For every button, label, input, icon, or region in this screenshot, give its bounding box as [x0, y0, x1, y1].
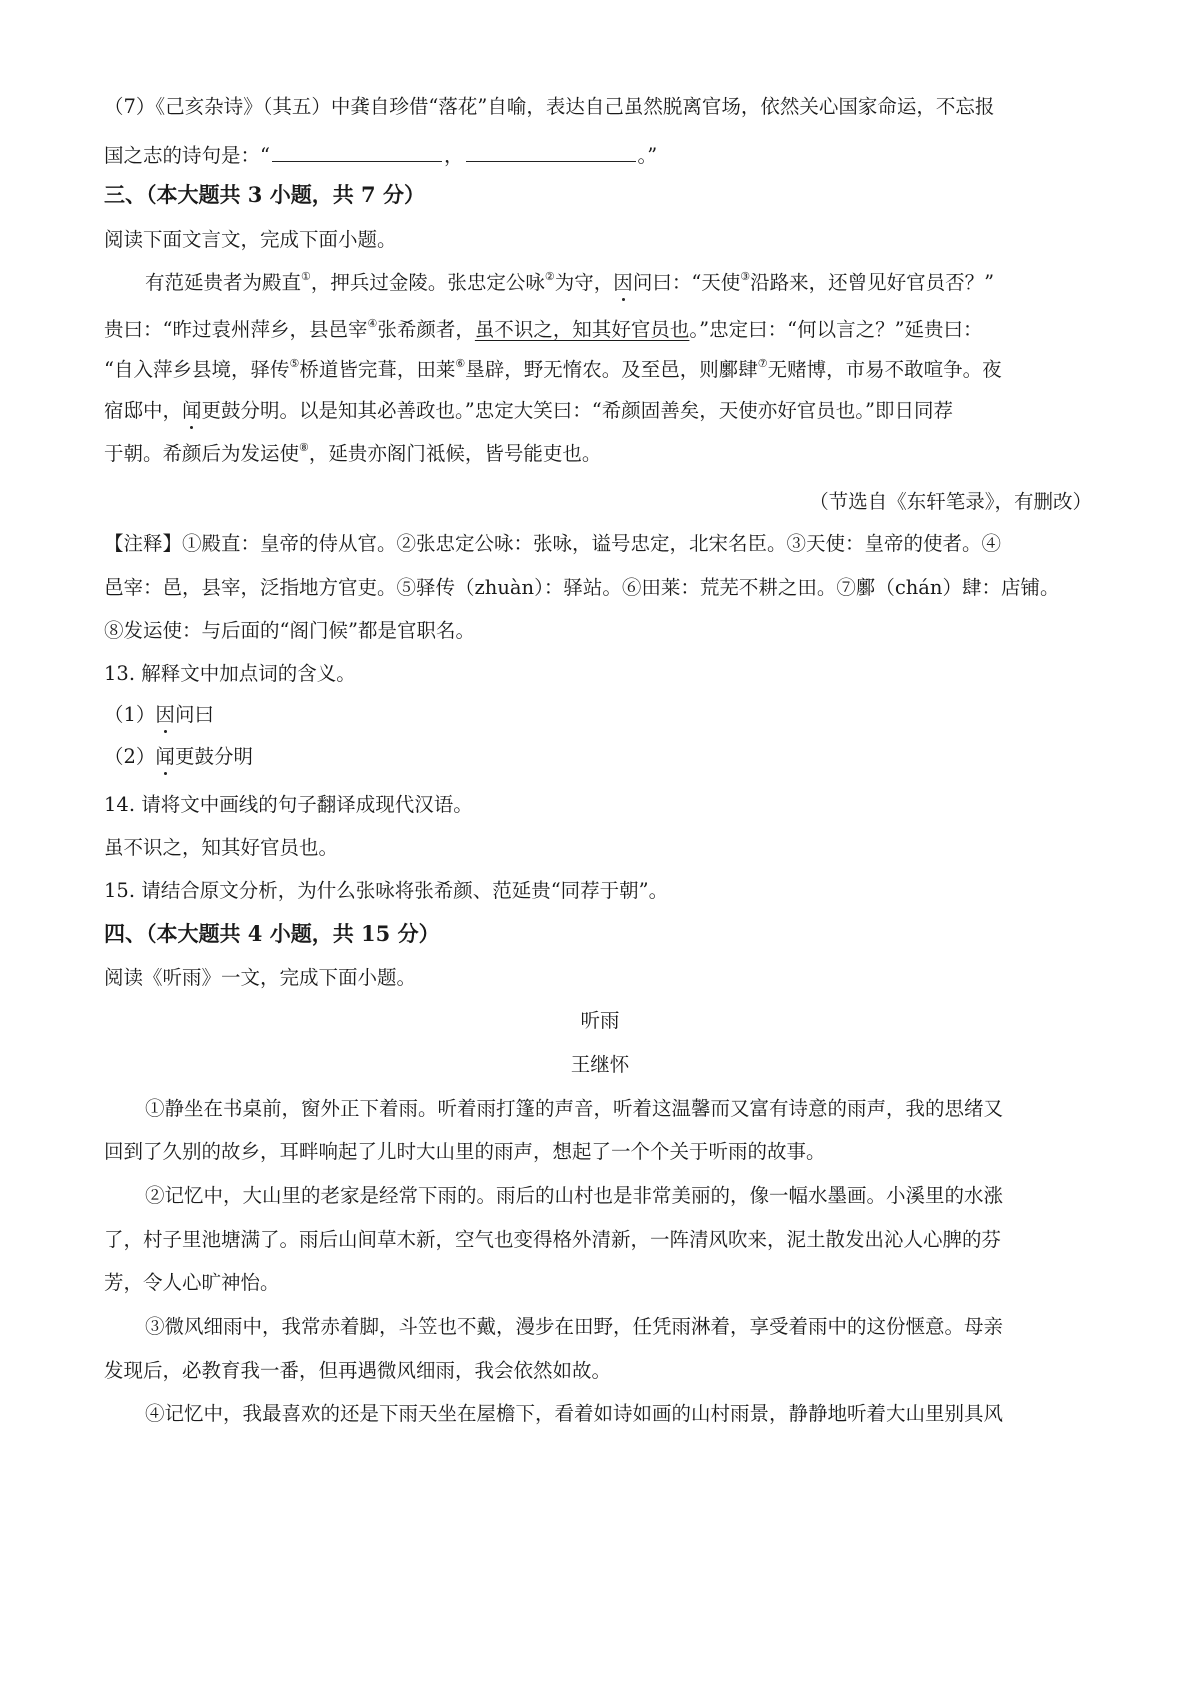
section3-intro: 阅读下面文言文，完成下面小题。	[104, 228, 397, 251]
section3-heading: 三、（本大题共 3 小题，共 7 分）	[104, 182, 425, 207]
classical-text-line-1: 有范延贵者为殿直①，押兵过金陵。张忠定公咏②为守，因问曰：“天使③沿路来，还曾见好官员否？”	[145, 270, 995, 294]
classical-text-line-5: 于朝。希颜后为发运使⑧，延贵亦阁门祗候，皆号能吏也。	[104, 441, 602, 465]
para2-line-2: 了，村子里池塘满了。雨后山间草木新，空气也变得格外清新，一阵清风吹来，泥土散发出沁人心脾的芬	[104, 1228, 1002, 1251]
para1-line-2: 回到了久别的故乡，耳畔响起了儿时大山里的雨声，想起了一个个关于听雨的故事。	[104, 1140, 826, 1163]
dotted-word-wen: 闻	[182, 399, 202, 422]
article-title: 听雨	[580, 1009, 620, 1032]
classical-text-line-2: 贵曰：“昨过袁州萍乡，县邑宰④张希颜者，虽不识之，知其好官员也。”忠定曰：“何以言之？”延贵曰：	[104, 317, 983, 341]
question-13-1: （1）因问曰	[104, 703, 214, 726]
para2-line-1: ②记忆中，大山里的老家是经常下雨的。雨后的山村也是非常美丽的，像一幅水墨画。小溪里的水涨	[145, 1184, 1004, 1207]
question-14: 14. 请将文中画线的句子翻译成现代汉语。	[104, 793, 473, 816]
classical-text-line-4: 宿邸中，闻更鼓分明。以是知其必善政也。”忠定大笑曰：“希颜固善矣，天使亦好官员也。”即日同荐	[104, 399, 953, 422]
classical-text-line-3: “自入萍乡县境，驿传⑤桥道皆完葺，田莱⑥垦辟，野无惰农。及至邑，则鄽肆⑦无赌博，市易不敢喧争。夜	[104, 357, 1002, 381]
notes-line-3: ⑧发运使：与后面的“阁门候”都是官职名。	[104, 619, 475, 642]
text-source: （节选自《东轩笔录》，有删改）	[809, 490, 1092, 513]
question-13-2: （2）闻更鼓分明	[104, 745, 253, 768]
q7-line-1: （7）《己亥杂诗》（其五）中龚自珍借“落花”自喻，表达自己虽然脱离官场，依然关心国家命运，不忘报	[104, 95, 995, 118]
para2-line-3: 芳，令人心旷神怡。	[104, 1271, 280, 1294]
dotted-word-yin: 因	[613, 271, 633, 294]
underlined-sentence: 虽不识之，知其好官员也	[474, 318, 690, 341]
para1-line-1: ①静坐在书桌前，窗外正下着雨。听着雨打篷的声音，听着这温馨而又富有诗意的雨声，我的思绪又	[145, 1097, 1004, 1120]
para3-line-2: 发现后，必教育我一番，但再遇微风细雨，我会依然如故。	[104, 1359, 612, 1382]
question-14-sentence: 虽不识之，知其好官员也。	[104, 836, 339, 859]
section4-heading: 四、（本大题共 4 小题，共 15 分）	[104, 921, 440, 946]
answer-blank-1[interactable]	[272, 143, 442, 162]
answer-blank-2[interactable]	[466, 143, 636, 162]
q7-line-2: 国之志的诗句是：“ ， 。”	[104, 144, 658, 167]
para3-line-1: ③微风细雨中，我常赤着脚，斗笠也不戴，漫步在田野，任凭雨淋着，享受着雨中的这份惬意。母亲	[145, 1315, 1004, 1338]
notes-line-2: 邑宰：邑，县宰，泛指地方官吏。⑤驿传（zhuàn）：驿站。⑥田莱：荒芜不耕之田。⑦鄽（chán）肆：店铺。	[104, 576, 1060, 599]
section4-intro: 阅读《听雨》一文，完成下面小题。	[104, 966, 417, 989]
article-author: 王继怀	[570, 1053, 630, 1076]
question-15: 15. 请结合原文分析，为什么张咏将张希颜、范延贵“同荐于朝”。	[104, 879, 669, 902]
notes-line-1: 【注释】①殿直：皇帝的侍从官。②张忠定公咏：张咏，谥号忠定，北宋名臣。③天使：皇帝的使者。④	[104, 532, 1002, 555]
para4-line-1: ④记忆中，我最喜欢的还是下雨天坐在屋檐下，看着如诗如画的山村雨景，静静地听着大山里别具风	[145, 1402, 1004, 1425]
question-13: 13. 解释文中加点词的含义。	[104, 662, 356, 685]
